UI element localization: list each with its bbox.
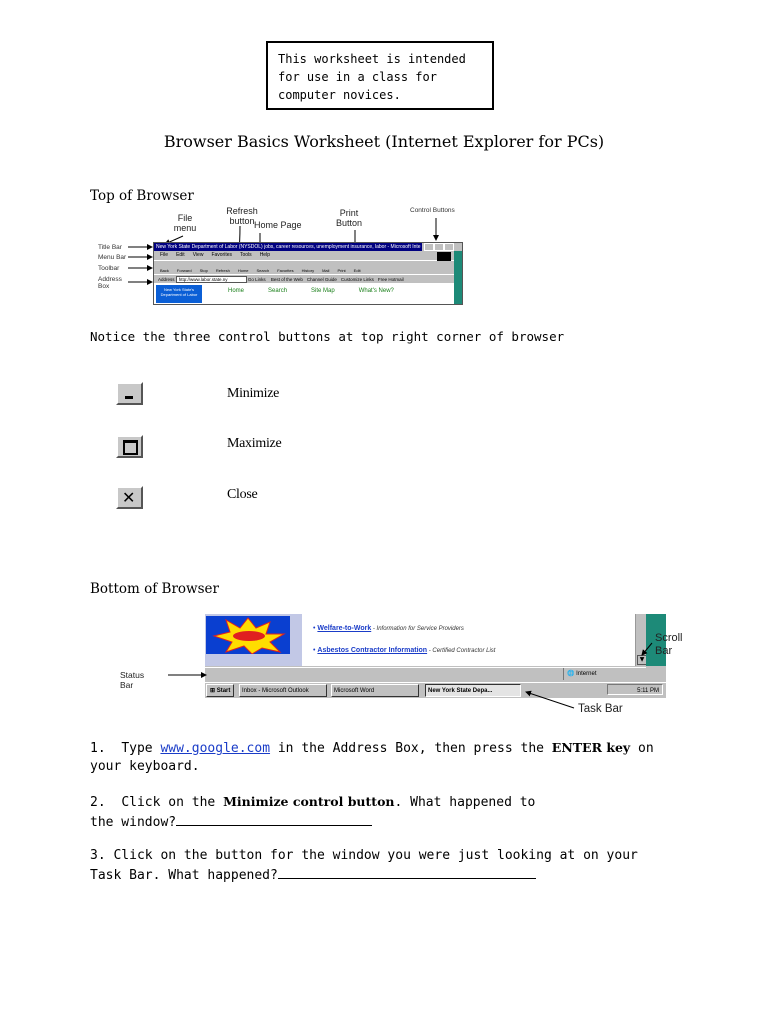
task-outlook: Inbox - Microsoft Outlook (239, 684, 327, 697)
status-zone: 🌐 Internet (563, 668, 597, 680)
toolbar-item-3: Refresh (215, 268, 230, 273)
links-bar (267, 277, 404, 282)
maximize-label: Maximize (227, 436, 282, 451)
links-item-1: Channel Guide (306, 277, 337, 282)
maximize-icon (116, 435, 143, 458)
bullet-icon: • (313, 647, 318, 654)
nysdol-logo: New York State's Department of Labor (156, 285, 202, 303)
google-link[interactable]: www.google.com (160, 741, 271, 756)
toolbar (154, 260, 462, 274)
screenshot-minimize (424, 243, 434, 251)
task-word: Microsoft Word (331, 684, 419, 697)
menu-item-5: Help (259, 252, 270, 258)
minimize-icon (116, 382, 143, 405)
notice-text: This worksheet is intended for use in a class for computer novices. (278, 52, 466, 102)
toolbar-item-4: Home (237, 268, 249, 273)
bottom-link-title: Welfare-to-Work (317, 625, 372, 632)
page-nav-item-3: What's New? (358, 288, 394, 294)
callout-refresh: Refresh button (226, 206, 258, 226)
toolbar-item-1: Forward (176, 268, 192, 273)
callout-task-bar: Task Bar (578, 703, 623, 715)
answer-blank-3[interactable] (278, 865, 536, 879)
links-item-3: Free Hotmail (377, 277, 404, 282)
callout-file-menu: File menu (173, 213, 197, 233)
label-menu-bar: Menu Bar (98, 254, 127, 261)
links-item-2: Customize Links (340, 277, 374, 282)
question-2: 2. Click on the Minimize control button. What happened to the window? (90, 794, 536, 830)
screenshot-close (444, 243, 454, 251)
close-label: Close (227, 487, 258, 502)
close-icon: ✕ (116, 486, 143, 509)
toolbar-item-8: Mail (322, 268, 330, 273)
bottom-of-browser-heading: Bottom of Browser (90, 581, 219, 597)
address-box: http://www.labor.state.ny (176, 276, 247, 283)
page-nav-item-2: Site Map (311, 288, 335, 294)
minimize-label: Minimize (227, 386, 280, 401)
page-nav-item-0: Home (228, 288, 245, 294)
label-toolbar: Toolbar (98, 265, 120, 272)
menu-item-0: File (160, 252, 169, 258)
toolbar-item-9: Print (337, 268, 346, 273)
page-area (154, 283, 454, 305)
bottom-link-desc: - Certified Contractor List (427, 648, 496, 654)
menu-item-3: Favorites (211, 252, 232, 258)
answer-blank-2[interactable] (176, 812, 372, 826)
question-3: 3. Click on the button for the window you were just looking at on your Task Bar. What happened? (90, 848, 638, 883)
start-button: ⊞ Start (206, 684, 234, 697)
menu-item-4: Tools (240, 252, 252, 258)
notice-box (266, 41, 494, 110)
callout-print: Print Button (335, 208, 363, 228)
page-nav (228, 288, 418, 294)
label-address-box: Address Box (98, 276, 122, 290)
toolbar-item-0: Back (160, 268, 169, 273)
page-title: Browser Basics Worksheet (Internet Explorer for PCs) (163, 132, 605, 151)
page-nav-item-1: Search (268, 288, 288, 294)
teal-edge (454, 251, 462, 304)
callout-scroll-bar: Scroll Bar (655, 632, 683, 657)
toolbar-item-6: Favorites (277, 268, 294, 273)
label-title-bar: Title Bar (98, 244, 122, 251)
ie-logo (437, 252, 451, 261)
callout-control-buttons: Control Buttons (410, 207, 455, 214)
toolbar-item-5: Search (256, 268, 270, 273)
address-row: Address http://www.labor.state.ny Go Links Best of the Web Channel Guide Customize Links Free Hotmail (154, 274, 462, 284)
scroll-bar: ▼ (635, 614, 647, 666)
menu-bar (154, 251, 462, 260)
menu-item-1: Edit (176, 252, 185, 258)
bottom-link-desc: - Information for Service Providers (371, 626, 464, 632)
toolbar-item-2: Stop (199, 268, 208, 273)
links-item-0: Best of the Web (270, 277, 303, 282)
top-of-browser-heading: Top of Browser (90, 188, 194, 204)
callout-home-page: Home Page (254, 220, 302, 230)
toolbar-item-7: History (301, 268, 315, 273)
tray-clock: 5:11 PM (607, 684, 663, 695)
bottom-link-title: Asbestos Contractor Information (317, 647, 428, 654)
callout-status-bar: Status Bar (120, 670, 145, 690)
task-browser: New York State Depa... (425, 684, 521, 697)
top-browser-screenshot (153, 242, 463, 305)
title-bar: New York State Department of Labor (NYSDOL) jobs, career resources, unemployment insurance, labor - Microsoft Inte (156, 244, 421, 250)
screenshot-maximize (434, 243, 444, 251)
bullet-icon: • (313, 625, 318, 632)
bottom-callout-arrows (150, 625, 680, 715)
menu-item-2: View (192, 252, 204, 258)
notice-line: Notice the three control buttons at top right corner of browser (90, 329, 565, 344)
question-1: 1. Type www.google.com in the Address Box, then press the ENTER key on your keyboard. (90, 740, 654, 774)
toolbar-item-10: Edit (353, 268, 361, 273)
